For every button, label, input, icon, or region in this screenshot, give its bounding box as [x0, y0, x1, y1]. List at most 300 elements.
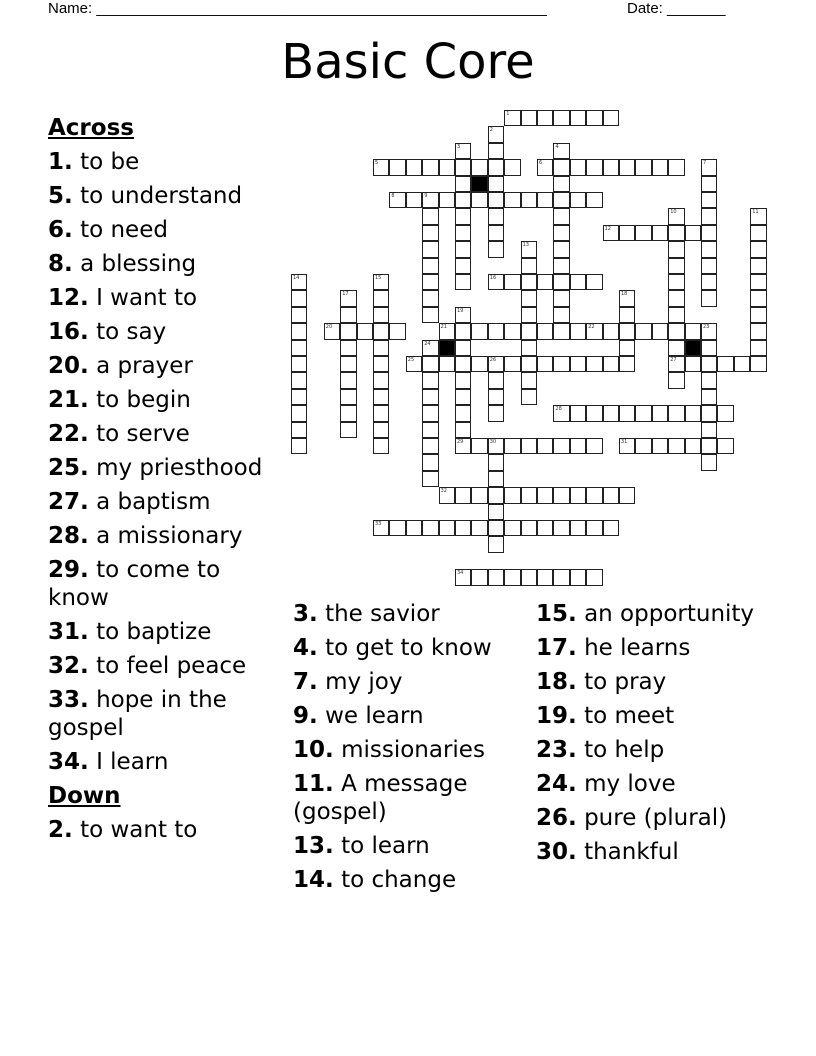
- grid-cell[interactable]: [504, 110, 520, 126]
- grid-cell[interactable]: [488, 274, 504, 290]
- grid-cell[interactable]: [422, 520, 438, 536]
- grid-cell[interactable]: [455, 176, 471, 192]
- grid-cell[interactable]: [701, 192, 717, 208]
- grid-cell[interactable]: [553, 307, 569, 323]
- grid-cell[interactable]: [504, 274, 520, 290]
- grid-cell[interactable]: [422, 438, 438, 454]
- grid-cell[interactable]: [521, 520, 537, 536]
- grid-cell[interactable]: [619, 225, 635, 241]
- grid-cell[interactable]: [406, 356, 422, 372]
- grid-cell[interactable]: [586, 356, 602, 372]
- grid-cell[interactable]: [537, 110, 553, 126]
- grid-cell[interactable]: [652, 438, 668, 454]
- grid-cell[interactable]: [570, 110, 586, 126]
- grid-cell[interactable]: [717, 405, 733, 421]
- grid-cell[interactable]: [357, 323, 373, 339]
- grid-cell[interactable]: [553, 176, 569, 192]
- grid-cell[interactable]: [504, 356, 520, 372]
- clue-number: 27.: [48, 489, 89, 515]
- grid-cell[interactable]: [455, 143, 471, 159]
- grid-cell[interactable]: [701, 454, 717, 470]
- grid-cell[interactable]: [340, 372, 356, 388]
- grid-cell[interactable]: [750, 307, 766, 323]
- grid-cell[interactable]: [340, 422, 356, 438]
- grid-cell[interactable]: [635, 405, 651, 421]
- grid-cell[interactable]: [373, 356, 389, 372]
- grid-cell[interactable]: [586, 192, 602, 208]
- grid-cell[interactable]: [717, 438, 733, 454]
- grid-cell[interactable]: [488, 438, 504, 454]
- grid-cell[interactable]: [488, 208, 504, 224]
- grid-cell[interactable]: [439, 192, 455, 208]
- grid-cell[interactable]: [455, 372, 471, 388]
- grid-cell[interactable]: [619, 340, 635, 356]
- grid-cell[interactable]: [619, 307, 635, 323]
- grid-cell[interactable]: [422, 389, 438, 405]
- date-field[interactable]: Date: _______: [627, 0, 726, 17]
- grid-cell[interactable]: [537, 159, 553, 175]
- grid-cell[interactable]: [340, 405, 356, 421]
- grid-cell[interactable]: [586, 323, 602, 339]
- grid-cell[interactable]: [422, 340, 438, 356]
- grid-cell[interactable]: [521, 241, 537, 257]
- grid-cell[interactable]: [701, 176, 717, 192]
- grid-cell[interactable]: [635, 225, 651, 241]
- grid-cell[interactable]: [488, 126, 504, 142]
- cell-number: 18: [621, 291, 628, 298]
- grid-cell[interactable]: [455, 159, 471, 175]
- clue-text: my love: [584, 771, 676, 797]
- grid-cell[interactable]: [488, 487, 504, 503]
- grid-cell[interactable]: [521, 274, 537, 290]
- clue-number: 7.: [293, 669, 318, 695]
- grid-cell[interactable]: [537, 487, 553, 503]
- grid-cell[interactable]: [701, 340, 717, 356]
- grid-cell[interactable]: [291, 438, 307, 454]
- grid-cell[interactable]: [422, 274, 438, 290]
- grid-cell[interactable]: [389, 520, 405, 536]
- grid-cell[interactable]: [422, 471, 438, 487]
- grid-cell[interactable]: [619, 487, 635, 503]
- clue-text: hope in the gospel: [48, 687, 227, 741]
- grid-cell[interactable]: [635, 438, 651, 454]
- grid-cell[interactable]: [488, 389, 504, 405]
- grid-cell[interactable]: [553, 405, 569, 421]
- name-field[interactable]: Name: ______________________________________________________: [48, 0, 547, 17]
- grid-cell[interactable]: [455, 208, 471, 224]
- grid-cell[interactable]: [504, 520, 520, 536]
- grid-cell[interactable]: [586, 405, 602, 421]
- grid-cell[interactable]: [603, 405, 619, 421]
- grid-cell[interactable]: [685, 356, 701, 372]
- grid-cell[interactable]: [521, 340, 537, 356]
- grid-cell[interactable]: [521, 487, 537, 503]
- grid-cell[interactable]: [373, 323, 389, 339]
- grid-cell[interactable]: [553, 487, 569, 503]
- grid-cell[interactable]: [373, 290, 389, 306]
- grid-cell[interactable]: [553, 208, 569, 224]
- grid-cell[interactable]: [701, 208, 717, 224]
- grid-cell[interactable]: [635, 159, 651, 175]
- cell-number: 8: [391, 193, 395, 199]
- grid-cell[interactable]: [422, 356, 438, 372]
- clue-text: a prayer: [96, 353, 193, 379]
- grid-cell[interactable]: [619, 323, 635, 339]
- grid-cell[interactable]: [439, 323, 455, 339]
- grid-cell[interactable]: [455, 389, 471, 405]
- grid-cell[interactable]: [488, 372, 504, 388]
- grid-cell[interactable]: [685, 225, 701, 241]
- grid-cell[interactable]: [373, 520, 389, 536]
- grid-cell[interactable]: [553, 290, 569, 306]
- grid-cell[interactable]: [553, 192, 569, 208]
- grid-cell[interactable]: [291, 356, 307, 372]
- grid-cell[interactable]: [668, 208, 684, 224]
- grid-cell[interactable]: [373, 389, 389, 405]
- clue-number: 11.: [293, 771, 334, 797]
- clue-column-2: [293, 600, 513, 900]
- grid-cell[interactable]: [455, 569, 471, 585]
- grid-cell[interactable]: [455, 340, 471, 356]
- grid-cell[interactable]: [652, 323, 668, 339]
- grid-cell[interactable]: [422, 290, 438, 306]
- grid-cell[interactable]: [340, 356, 356, 372]
- grid-cell[interactable]: [586, 159, 602, 175]
- grid-cell[interactable]: [586, 569, 602, 585]
- grid-cell[interactable]: [553, 110, 569, 126]
- clue-text: to want to: [80, 817, 198, 843]
- grid-cell[interactable]: [750, 323, 766, 339]
- grid-cell[interactable]: [668, 159, 684, 175]
- grid-cell[interactable]: [488, 471, 504, 487]
- grid-cell[interactable]: [701, 323, 717, 339]
- grid-cell[interactable]: [521, 389, 537, 405]
- grid-cell[interactable]: [586, 487, 602, 503]
- grid-cell[interactable]: [422, 258, 438, 274]
- grid-cell[interactable]: [521, 307, 537, 323]
- cell-number: 2: [489, 127, 493, 134]
- grid-cell[interactable]: [685, 323, 701, 339]
- grid-cell[interactable]: [701, 274, 717, 290]
- grid-cell[interactable]: [537, 438, 553, 454]
- grid-cell[interactable]: [422, 159, 438, 175]
- grid-cell[interactable]: [701, 389, 717, 405]
- grid-cell[interactable]: [521, 110, 537, 126]
- grid-cell[interactable]: [750, 356, 766, 372]
- grid-cell[interactable]: [668, 356, 684, 372]
- grid-cell[interactable]: [455, 520, 471, 536]
- grid-cell[interactable]: [373, 307, 389, 323]
- grid-cell[interactable]: [570, 405, 586, 421]
- grid-cell[interactable]: [734, 356, 750, 372]
- clue-text: an opportunity: [584, 601, 755, 627]
- grid-cell[interactable]: [455, 422, 471, 438]
- grid-cell[interactable]: [291, 389, 307, 405]
- grid-cell[interactable]: [553, 274, 569, 290]
- grid-cell[interactable]: [570, 487, 586, 503]
- grid-cell[interactable]: [488, 225, 504, 241]
- grid-cell[interactable]: [668, 258, 684, 274]
- grid-cell[interactable]: [488, 176, 504, 192]
- grid-cell[interactable]: [537, 323, 553, 339]
- grid-cell[interactable]: [291, 307, 307, 323]
- grid-cell[interactable]: [455, 307, 471, 323]
- grid-cell[interactable]: [340, 307, 356, 323]
- grid-cell[interactable]: [422, 422, 438, 438]
- grid-cell[interactable]: [291, 405, 307, 421]
- grid-cell[interactable]: [521, 569, 537, 585]
- grid-cell[interactable]: [668, 372, 684, 388]
- grid-cell[interactable]: [324, 323, 340, 339]
- grid-cell[interactable]: [619, 405, 635, 421]
- grid-cell[interactable]: [537, 274, 553, 290]
- grid-cell[interactable]: [488, 356, 504, 372]
- grid-cell[interactable]: [488, 454, 504, 470]
- grid-cell[interactable]: [422, 307, 438, 323]
- grid-cell[interactable]: [471, 487, 487, 503]
- grid-cell[interactable]: [422, 372, 438, 388]
- grid-cell[interactable]: [488, 323, 504, 339]
- grid-cell[interactable]: [504, 438, 520, 454]
- grid-cell[interactable]: [750, 274, 766, 290]
- grid-cell[interactable]: [373, 438, 389, 454]
- grid-cell[interactable]: [521, 438, 537, 454]
- grid-cell[interactable]: [553, 438, 569, 454]
- grid-cell[interactable]: [603, 487, 619, 503]
- clue-number: 1.: [48, 149, 73, 175]
- grid-cell[interactable]: [488, 241, 504, 257]
- grid-cell[interactable]: [553, 258, 569, 274]
- grid-cell[interactable]: [439, 487, 455, 503]
- grid-cell[interactable]: [586, 110, 602, 126]
- grid-cell[interactable]: [750, 340, 766, 356]
- grid-cell[interactable]: [668, 323, 684, 339]
- grid-cell[interactable]: [488, 143, 504, 159]
- grid-cell[interactable]: [455, 356, 471, 372]
- grid-cell[interactable]: [668, 438, 684, 454]
- grid-cell[interactable]: [570, 274, 586, 290]
- grid-cell[interactable]: [652, 159, 668, 175]
- grid-cell[interactable]: [471, 159, 487, 175]
- grid-cell[interactable]: [701, 225, 717, 241]
- grid-cell[interactable]: [668, 290, 684, 306]
- clue-number: 16.: [48, 319, 89, 345]
- grid-cell[interactable]: [471, 192, 487, 208]
- grid-cell[interactable]: [291, 372, 307, 388]
- grid-cell[interactable]: [619, 356, 635, 372]
- grid-cell[interactable]: [668, 274, 684, 290]
- grid-cell[interactable]: [291, 323, 307, 339]
- grid-cell[interactable]: [570, 323, 586, 339]
- clue-text: to help: [584, 737, 665, 763]
- grid-cell[interactable]: [455, 487, 471, 503]
- grid-cell[interactable]: [439, 356, 455, 372]
- grid-cell[interactable]: [471, 569, 487, 585]
- grid-cell[interactable]: [652, 225, 668, 241]
- grid-cell[interactable]: [652, 405, 668, 421]
- grid-cell[interactable]: [455, 438, 471, 454]
- grid-cell[interactable]: [685, 405, 701, 421]
- grid-cell[interactable]: [455, 258, 471, 274]
- grid-cell[interactable]: [504, 569, 520, 585]
- grid-cell[interactable]: [373, 340, 389, 356]
- grid-cell[interactable]: [488, 536, 504, 552]
- grid-cell[interactable]: [422, 405, 438, 421]
- grid-cell[interactable]: [570, 159, 586, 175]
- grid-cell[interactable]: [685, 438, 701, 454]
- grid-cell[interactable]: [455, 274, 471, 290]
- grid-cell[interactable]: [389, 323, 405, 339]
- grid-cell[interactable]: [603, 225, 619, 241]
- grid-cell[interactable]: [521, 323, 537, 339]
- grid-cell[interactable]: [603, 159, 619, 175]
- grid-cell[interactable]: [701, 356, 717, 372]
- grid-cell[interactable]: [439, 159, 455, 175]
- grid-cell[interactable]: [553, 520, 569, 536]
- grid-cell[interactable]: [586, 520, 602, 536]
- grid-cell[interactable]: [701, 290, 717, 306]
- grid-cell[interactable]: [406, 520, 422, 536]
- grid-cell[interactable]: [701, 438, 717, 454]
- grid-cell[interactable]: [668, 307, 684, 323]
- grid-cell[interactable]: [488, 520, 504, 536]
- grid-cell[interactable]: [488, 405, 504, 421]
- grid-cell[interactable]: [373, 159, 389, 175]
- grid-cell[interactable]: [504, 159, 520, 175]
- grid-cell[interactable]: [422, 225, 438, 241]
- grid-cell[interactable]: [701, 258, 717, 274]
- clue-item: [293, 866, 513, 894]
- grid-cell[interactable]: [291, 274, 307, 290]
- grid-cell[interactable]: [504, 487, 520, 503]
- grid-cell[interactable]: [570, 438, 586, 454]
- grid-cell[interactable]: [488, 159, 504, 175]
- grid-cell[interactable]: [603, 520, 619, 536]
- grid-cell[interactable]: [373, 274, 389, 290]
- grid-cell[interactable]: [340, 323, 356, 339]
- grid-cell[interactable]: [668, 241, 684, 257]
- grid-cell[interactable]: [373, 405, 389, 421]
- grid-cell[interactable]: [717, 356, 733, 372]
- clue-number: 15.: [536, 601, 577, 627]
- grid-cell[interactable]: [422, 192, 438, 208]
- grid-cell[interactable]: [340, 290, 356, 306]
- grid-cell[interactable]: [340, 389, 356, 405]
- grid-cell[interactable]: [570, 569, 586, 585]
- grid-cell[interactable]: [521, 258, 537, 274]
- grid-cell[interactable]: [553, 143, 569, 159]
- grid-cell[interactable]: [455, 241, 471, 257]
- cell-number: 26: [489, 357, 497, 363]
- grid-cell[interactable]: [586, 274, 602, 290]
- grid-cell[interactable]: [603, 323, 619, 339]
- grid-cell[interactable]: [406, 159, 422, 175]
- grid-cell[interactable]: [553, 241, 569, 257]
- grid-cell[interactable]: [603, 110, 619, 126]
- grid-cell[interactable]: [521, 372, 537, 388]
- grid-cell[interactable]: [537, 192, 553, 208]
- grid-cell[interactable]: [291, 340, 307, 356]
- grid-cell[interactable]: [537, 569, 553, 585]
- grid-cell[interactable]: [750, 290, 766, 306]
- grid-cell[interactable]: [471, 438, 487, 454]
- grid-cell[interactable]: [455, 192, 471, 208]
- grid-cell[interactable]: [521, 192, 537, 208]
- grid-cell[interactable]: [701, 372, 717, 388]
- grid-cell[interactable]: [619, 438, 635, 454]
- grid-cell[interactable]: [586, 438, 602, 454]
- grid-cell[interactable]: [389, 159, 405, 175]
- grid-cell[interactable]: [619, 159, 635, 175]
- clue-number: 29.: [48, 557, 89, 583]
- grid-cell[interactable]: [553, 356, 569, 372]
- grid-cell[interactable]: [471, 520, 487, 536]
- grid-cell[interactable]: [553, 323, 569, 339]
- grid-cell[interactable]: [635, 323, 651, 339]
- grid-cell[interactable]: [439, 520, 455, 536]
- grid-cell[interactable]: [504, 192, 520, 208]
- grid-cell[interactable]: [701, 422, 717, 438]
- clue-item: [48, 686, 268, 742]
- clue-number: 30.: [536, 839, 577, 865]
- grid-cell[interactable]: [389, 192, 405, 208]
- grid-cell[interactable]: [488, 569, 504, 585]
- grid-cell[interactable]: [521, 290, 537, 306]
- grid-cell[interactable]: [668, 405, 684, 421]
- grid-cell[interactable]: [668, 225, 684, 241]
- grid-cell[interactable]: [422, 208, 438, 224]
- grid-cell[interactable]: [537, 520, 553, 536]
- grid-cell[interactable]: [750, 225, 766, 241]
- grid-cell[interactable]: [553, 569, 569, 585]
- grid-cell[interactable]: [603, 356, 619, 372]
- grid-cell[interactable]: [455, 323, 471, 339]
- grid-cell[interactable]: [291, 422, 307, 438]
- grid-cell[interactable]: [750, 258, 766, 274]
- grid-cell[interactable]: [619, 290, 635, 306]
- grid-cell[interactable]: [750, 241, 766, 257]
- grid-cell[interactable]: [471, 323, 487, 339]
- grid-cell[interactable]: [701, 241, 717, 257]
- grid-cell[interactable]: [701, 405, 717, 421]
- grid-cell[interactable]: [488, 504, 504, 520]
- grid-cell[interactable]: [570, 356, 586, 372]
- grid-cell[interactable]: [455, 405, 471, 421]
- grid-cell[interactable]: [422, 454, 438, 470]
- grid-cell[interactable]: [701, 159, 717, 175]
- grid-cell[interactable]: [291, 290, 307, 306]
- grid-cell[interactable]: [521, 356, 537, 372]
- grid-cell[interactable]: [340, 340, 356, 356]
- grid-cell[interactable]: [406, 192, 422, 208]
- grid-cell[interactable]: [553, 159, 569, 175]
- grid-cell[interactable]: [570, 520, 586, 536]
- grid-cell[interactable]: [488, 192, 504, 208]
- grid-cell[interactable]: [750, 208, 766, 224]
- clue-item: [48, 652, 268, 680]
- clue-text: to learn: [341, 833, 430, 859]
- grid-cell[interactable]: [373, 372, 389, 388]
- grid-cell[interactable]: [373, 422, 389, 438]
- grid-cell[interactable]: [422, 241, 438, 257]
- grid-cell[interactable]: [668, 340, 684, 356]
- grid-cell[interactable]: [471, 356, 487, 372]
- grid-cell[interactable]: [553, 225, 569, 241]
- grid-cell[interactable]: [455, 225, 471, 241]
- grid-cell[interactable]: [570, 192, 586, 208]
- grid-cell[interactable]: [504, 323, 520, 339]
- grid-cell[interactable]: [537, 356, 553, 372]
